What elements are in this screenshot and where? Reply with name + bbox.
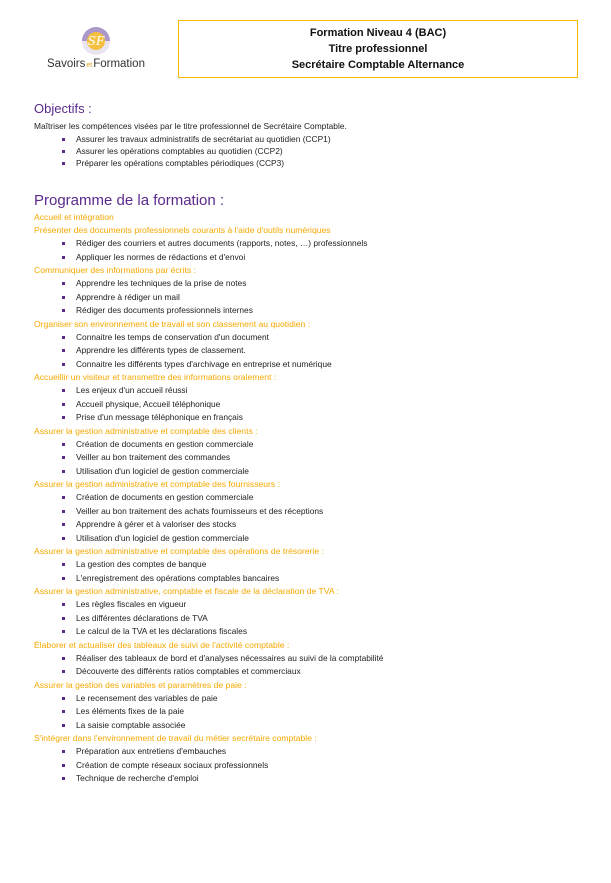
list-item: La saisie comptable associée bbox=[0, 719, 611, 733]
section-heading: Assurer la gestion administrative, comptable et fiscale de la déclaration de TVA : bbox=[34, 586, 339, 596]
list-item: Veiller au bon traitement des achats fournisseurs et des réceptions bbox=[0, 505, 611, 519]
list-item: La gestion des comptes de banque bbox=[0, 558, 611, 572]
list-item: Le recensement des variables de paie bbox=[0, 692, 611, 706]
list-item: Utilisation d'un logiciel de gestion commerciale bbox=[0, 532, 611, 546]
objectifs-intro: Maîtriser les compétences visées par le titre professionnel de Secrétaire Comptable. bbox=[34, 121, 347, 131]
list-item: Connaitre les différents types d'archivage en entreprise et numérique bbox=[0, 358, 611, 372]
section-heading: Assurer la gestion administrative et comptable des clients : bbox=[34, 425, 258, 436]
list-item: Découverte des différents ratios comptables et commerciaux bbox=[0, 665, 611, 679]
title-line-2: Titre professionnel bbox=[328, 43, 428, 55]
section-heading: Accueillir un visiteur et transmettre des informations oralement : bbox=[34, 372, 277, 382]
logo-text: SavoirsetFormation bbox=[47, 58, 145, 70]
list-item: Technique de recherche d'emploi bbox=[0, 772, 611, 786]
section-item-list bbox=[0, 598, 611, 639]
section-item-list bbox=[0, 331, 611, 372]
formation-title-box bbox=[178, 20, 578, 78]
section-item-list bbox=[0, 277, 611, 318]
list-item: Création de documents en gestion commerciale bbox=[0, 438, 611, 452]
list-item: Création de compte réseaux sociaux professionnels bbox=[0, 759, 611, 773]
section-item-list bbox=[0, 652, 611, 679]
section-heading: Présenter des documents professionnels courants à l'aide d'outils numériques bbox=[34, 225, 331, 235]
programme-heading: Programme de la formation : bbox=[34, 192, 225, 209]
objectifs-list bbox=[0, 133, 331, 169]
list-item: L'enregistrement des opérations comptables bancaires bbox=[0, 572, 611, 586]
title-line-1: Formation Niveau 4 (BAC) bbox=[309, 27, 447, 39]
section-item-list bbox=[0, 558, 611, 585]
programme-sections bbox=[0, 211, 611, 786]
list-item: Accueil physique, Accueil téléphonique bbox=[0, 398, 611, 412]
list-item: Création de documents en gestion commerciale bbox=[0, 491, 611, 505]
logo-emblem-icon bbox=[76, 26, 116, 58]
section-heading: Assurer la gestion des variables et paramètres de paie : bbox=[34, 679, 247, 690]
list-item: Apprendre les différents types de classement. bbox=[0, 344, 611, 358]
objectif-item: Préparer les opérations comptables périodiques (CCP3) bbox=[0, 157, 331, 169]
section-item-list bbox=[0, 237, 611, 264]
list-item: Connaitre les temps de conservation d'un document bbox=[0, 331, 611, 345]
section-heading: Assurer la gestion administrative et comptable des opérations de trésorerie : bbox=[34, 546, 324, 556]
section-item-list bbox=[0, 491, 611, 545]
list-item: Les éléments fixes de la paie bbox=[0, 705, 611, 719]
objectif-item: Assurer les opérations comptables au quotidien (CCP2) bbox=[0, 145, 331, 157]
title-line-3: Secrétaire Comptable Alternance bbox=[291, 59, 465, 71]
section-item-list bbox=[0, 692, 611, 733]
list-item: Apprendre les techniques de la prise de notes bbox=[0, 277, 611, 291]
section-heading: Organiser son environnement de travail et son classement au quotidien : bbox=[34, 318, 311, 329]
section-heading: Communiquer des informations par écrits : bbox=[34, 265, 196, 275]
section-item-list bbox=[0, 384, 611, 425]
list-item: Rédiger des documents professionnels internes bbox=[0, 304, 611, 318]
list-item: Utilisation d'un logiciel de gestion commerciale bbox=[0, 465, 611, 479]
objectif-item: Assurer les travaux administratifs de secrétariat au quotidien (CCP1) bbox=[0, 133, 331, 145]
section-item-list bbox=[0, 745, 611, 786]
list-item: Le calcul de la TVA et les déclarations fiscales bbox=[0, 625, 611, 639]
section-item-list bbox=[0, 438, 611, 479]
list-item: Réaliser des tableaux de bord et d'analyses nécessaires au suivi de la comptabilité bbox=[0, 652, 611, 666]
list-item: Préparation aux entretiens d'embauches bbox=[0, 745, 611, 759]
savoirs-formation-logo bbox=[26, 26, 166, 80]
list-item: Apprendre à gérer et à valoriser des stocks bbox=[0, 518, 611, 532]
list-item: Les différentes déclarations de TVA bbox=[0, 612, 611, 626]
svg-text:SF: SF bbox=[87, 34, 105, 48]
list-item: Veiller au bon traitement des commandes bbox=[0, 451, 611, 465]
section-heading: S'intégrer dans l'environnement de travail du métier secrétaire comptable : bbox=[34, 733, 317, 743]
list-item: Prise d'un message téléphonique en français bbox=[0, 411, 611, 425]
list-item: Apprendre à rédiger un mail bbox=[0, 291, 611, 305]
objectifs-heading: Objectifs : bbox=[34, 101, 92, 116]
list-item: Appliquer les normes de rédactions et d'envoi bbox=[0, 251, 611, 265]
section-heading: Élaborer et actualiser des tableaux de suivi de l'activité comptable : bbox=[34, 639, 290, 650]
section-heading: Assurer la gestion administrative et comptable des fournisseurs : bbox=[34, 479, 280, 489]
list-item: Les règles fiscales en vigueur bbox=[0, 598, 611, 612]
section-heading: Accueil et intégration bbox=[34, 212, 114, 222]
list-item: Rédiger des courriers et autres documents (rapports, notes, …) professionnels bbox=[0, 237, 611, 251]
list-item: Les enjeux d'un accueil réussi bbox=[0, 384, 611, 398]
